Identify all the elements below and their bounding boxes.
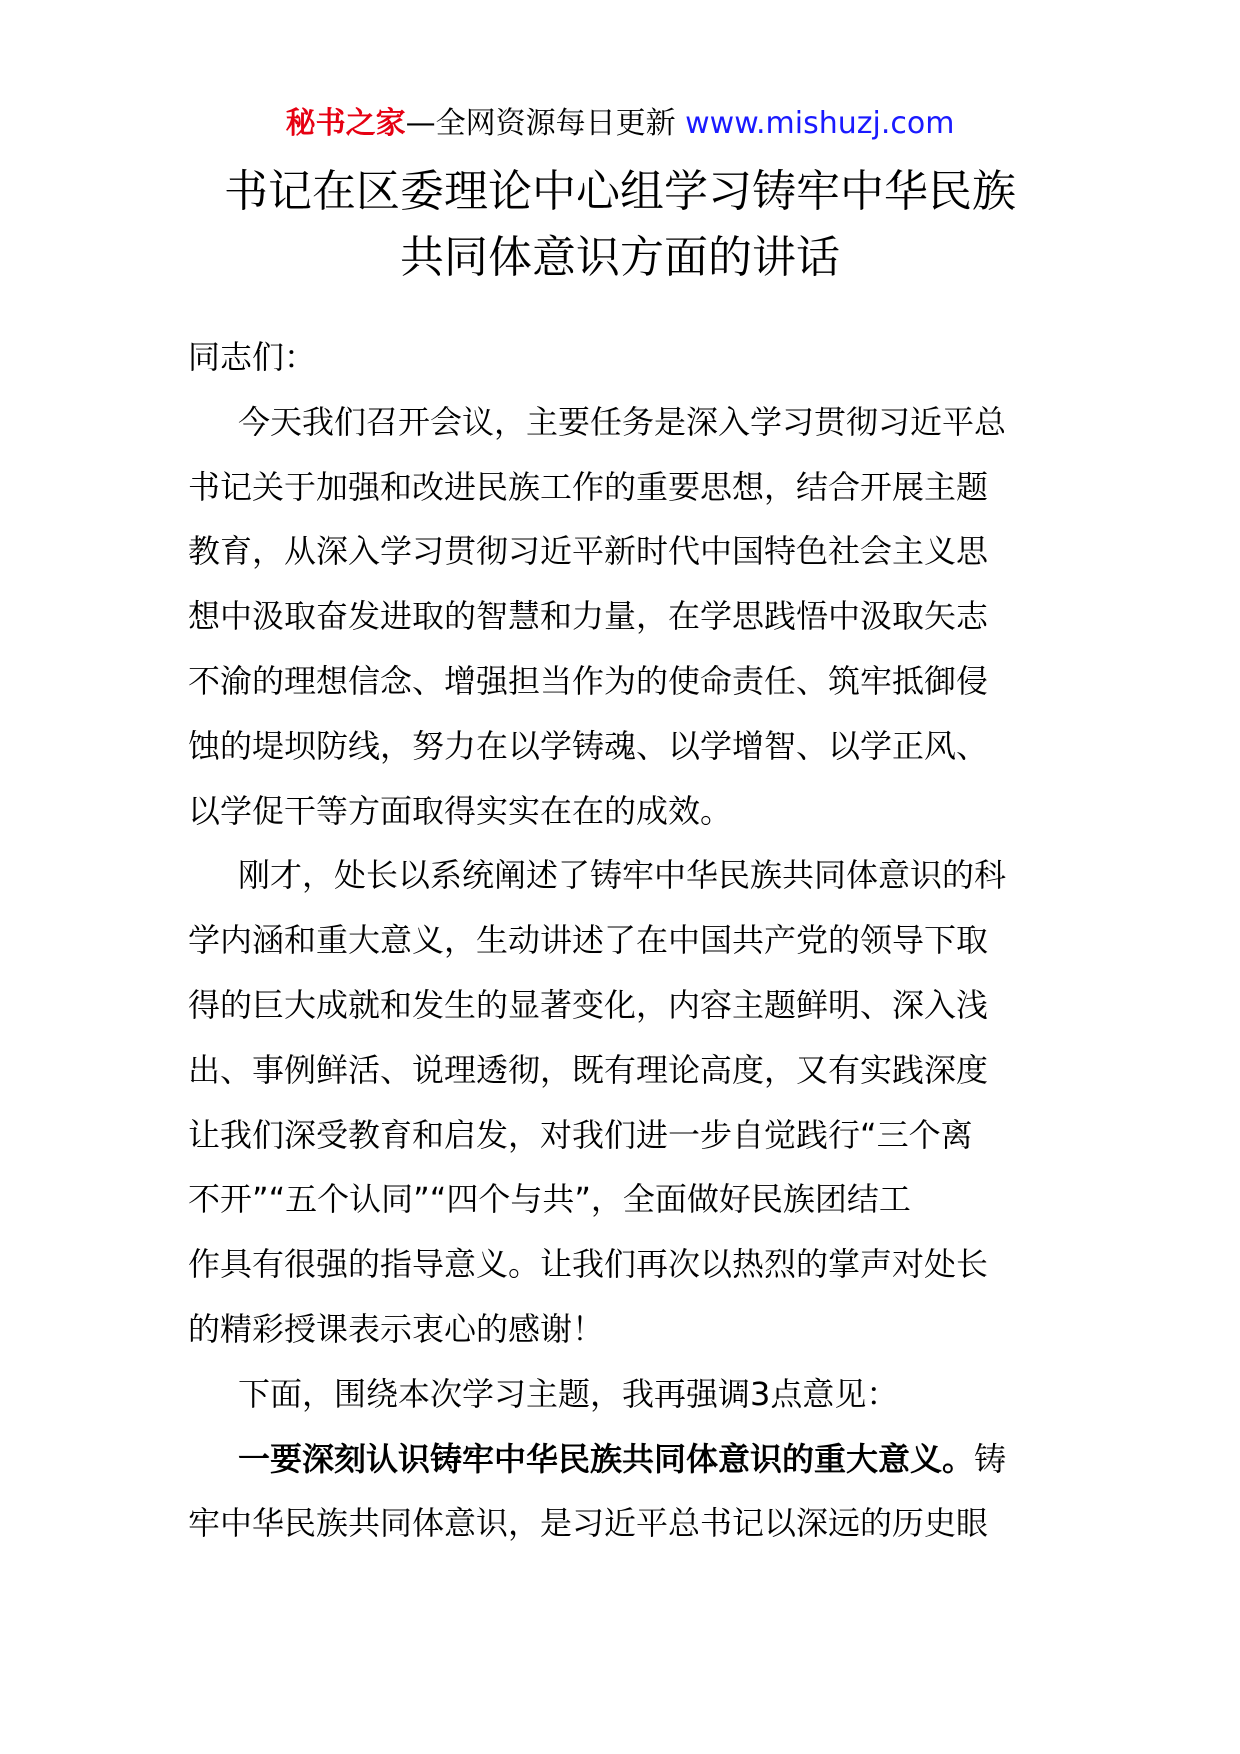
section-heading-bold: 一要深刻认识铸牢中华民族共同体意识的重大意义。 <box>238 1439 975 1478</box>
site-url-link[interactable]: www.mishuzj.com <box>685 106 955 141</box>
paragraph-line: 教育，从深入学习贯彻习近平新时代中国特色社会主义思 <box>188 532 989 571</box>
paragraph-line: 让我们深受教育和启发，对我们进一步自觉践行“三个离 <box>188 1115 973 1154</box>
paragraph-line: 的精彩授课表示衷心的感谢！ <box>188 1309 605 1348</box>
paragraph-2 <box>188 843 1058 1361</box>
paragraph-line: 蚀的堤坝防线，努力在以学铸魂、以学增智、以学正风、 <box>188 726 989 765</box>
document-title-line-1: 书记在区委理论中心组学习铸牢中华民族 <box>224 166 1016 217</box>
paragraph-line: 书记关于加强和改进民族工作的重要思想，结合开展主题 <box>188 467 989 506</box>
paragraph-3: 下面，围绕本次学习主题，我再强调3点意见： <box>238 1374 899 1413</box>
paragraph-line: 牢中华民族共同体意识，是习近平总书记以深远的历史眼 <box>188 1504 989 1543</box>
paragraph-line: 出、事例鲜活、说理透彻，既有理论高度，又有实践深度 <box>188 1050 989 1089</box>
paragraph-line: 以学促干等方面取得实实在在的成效。 <box>188 791 733 830</box>
paragraph-line: 学内涵和重大意义，生动讲述了在中国共产党的领导下取 <box>188 921 989 960</box>
watermark-header <box>0 104 1240 144</box>
document-title-line-2: 共同体意识方面的讲话 <box>400 232 840 283</box>
paragraph-line: 得的巨大成就和发生的显著变化，内容主题鲜明、深入浅 <box>188 985 989 1024</box>
paragraph-4 <box>188 1427 1058 1557</box>
salutation: 同志们： <box>188 338 317 376</box>
paragraph-text: 铸 <box>974 1439 1007 1478</box>
brand-name: 秘书之家 <box>285 106 406 141</box>
paragraph-line: 不开”“五个认同”“四个与共”，全面做好民族团结工 <box>188 1180 911 1219</box>
paragraph-line <box>188 1427 1058 1492</box>
paragraph-line: 今天我们召开会议，主要任务是深入学习贯彻习近平总 <box>238 402 1007 441</box>
paragraph-1 <box>188 390 1058 844</box>
paragraph-line: 刚才，处长以系统阐述了铸牢中华民族共同体意识的科 <box>238 856 1007 895</box>
document-body <box>188 325 1058 1556</box>
paragraph-line: 想中汲取奋发进取的智慧和力量，在学思践悟中汲取矢志 <box>188 597 989 636</box>
paragraph-line: 作具有很强的指导意义。让我们再次以热烈的掌声对处长 <box>188 1245 989 1284</box>
header-tagline: —全网资源每日更新 <box>405 106 686 141</box>
paragraph-line: 不渝的理想信念、增强担当作为的使命责任、筑牢抵御侵 <box>188 661 989 700</box>
